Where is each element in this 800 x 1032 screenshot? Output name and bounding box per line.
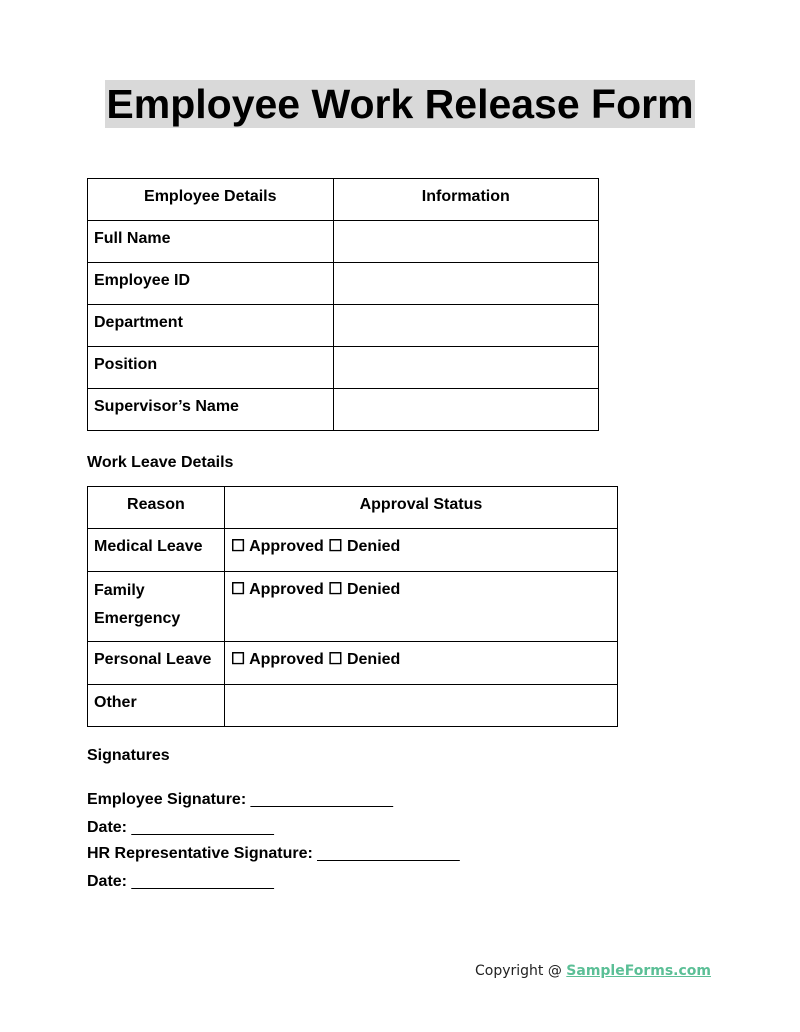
hr-date-line bbox=[87, 872, 274, 892]
table-header-row bbox=[88, 487, 618, 529]
signatures-heading: Signatures bbox=[87, 747, 170, 764]
table-row bbox=[88, 263, 599, 305]
copyright-footer bbox=[475, 961, 711, 981]
reason-personal-leave: Personal Leave bbox=[88, 642, 225, 685]
reason-medical-leave: Medical Leave bbox=[88, 529, 225, 572]
table-row bbox=[88, 347, 599, 389]
employee-date-line bbox=[87, 818, 274, 838]
row-label-department: Department bbox=[88, 305, 334, 347]
work-leave-table bbox=[87, 486, 618, 727]
hr-date-label: Date: bbox=[87, 873, 128, 890]
employee-details-table bbox=[87, 178, 599, 431]
status-other[interactable] bbox=[224, 685, 617, 727]
employee-date-blank[interactable]: ________________ bbox=[131, 819, 274, 836]
employee-signature-blank[interactable]: ________________ bbox=[250, 791, 393, 808]
work-leave-heading: Work Leave Details bbox=[87, 454, 234, 471]
header-employee-details: Employee Details bbox=[88, 179, 334, 221]
header-approval-status: Approval Status bbox=[224, 487, 617, 529]
table-row bbox=[88, 305, 599, 347]
hr-signature-label: HR Representative Signature: bbox=[87, 845, 313, 862]
table-row bbox=[88, 529, 618, 572]
reason-other: Other bbox=[88, 685, 225, 727]
hr-date-blank[interactable]: ________________ bbox=[131, 873, 274, 890]
header-reason: Reason bbox=[88, 487, 225, 529]
title-container bbox=[0, 80, 800, 128]
employee-signature-line bbox=[87, 790, 393, 810]
employee-id-field[interactable] bbox=[333, 263, 598, 305]
hr-signature-blank[interactable]: ________________ bbox=[317, 845, 460, 862]
table-header-row bbox=[88, 179, 599, 221]
supervisor-name-field[interactable] bbox=[333, 389, 598, 431]
header-information: Information bbox=[333, 179, 598, 221]
department-field[interactable] bbox=[333, 305, 598, 347]
table-row bbox=[88, 572, 618, 642]
row-label-employee-id: Employee ID bbox=[88, 263, 334, 305]
reason-family-emergency: Family Emergency bbox=[88, 572, 225, 642]
row-label-supervisor-name: Supervisor’s Name bbox=[88, 389, 334, 431]
full-name-field[interactable] bbox=[333, 221, 598, 263]
page-title: Employee Work Release Form bbox=[106, 81, 694, 127]
table-row bbox=[88, 642, 618, 685]
sampleforms-link[interactable]: SampleForms.com bbox=[566, 963, 711, 979]
row-label-position: Position bbox=[88, 347, 334, 389]
table-row bbox=[88, 389, 599, 431]
status-family-emergency[interactable]: ☐ Approved ☐ Denied bbox=[224, 572, 617, 642]
row-label-full-name: Full Name bbox=[88, 221, 334, 263]
copyright-prefix: Copyright @ bbox=[474, 963, 567, 979]
table-row bbox=[88, 221, 599, 263]
status-medical-leave[interactable]: ☐ Approved ☐ Denied bbox=[224, 529, 617, 572]
hr-signature-line bbox=[87, 844, 460, 864]
employee-date-label: Date: bbox=[87, 819, 128, 836]
position-field[interactable] bbox=[333, 347, 598, 389]
employee-signature-label: Employee Signature: bbox=[87, 791, 247, 808]
table-row bbox=[88, 685, 618, 727]
status-personal-leave[interactable]: ☐ Approved ☐ Denied bbox=[224, 642, 617, 685]
